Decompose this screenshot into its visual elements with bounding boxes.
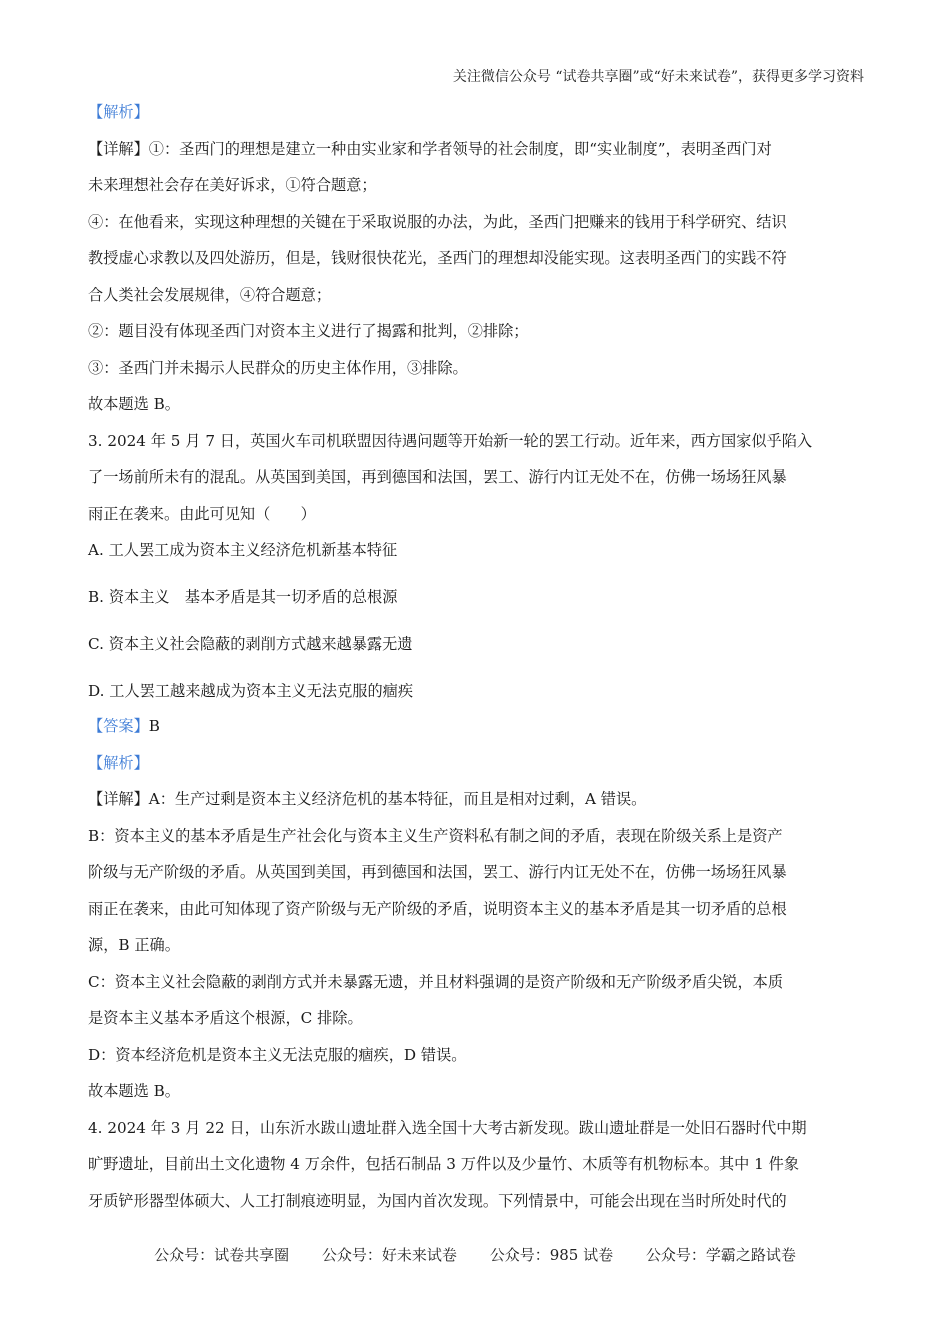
section-tag <box>88 100 860 137</box>
text-line: 故本题选 B。 <box>88 1082 180 1100</box>
answer-option: C. 资本主义社会隐蔽的剥削方式越来越暴露无遗 <box>88 635 413 653</box>
text-line: 牙质铲形器型体硕大、人工打制痕迹明显，为国内首次发现。下列情景中，可能会出现在当时所处时代的 <box>88 1191 787 1210</box>
text-line: C：资本主义社会隐蔽的剥削方式并未暴露无遗，并且材料强调的是资产阶级和无产阶级矛盾尖锐，本质 <box>88 972 784 991</box>
text-line: ②：题目没有体现圣西门对资本主义进行了揭露和批判，②排除； <box>88 322 529 340</box>
text-line: 故本题选 B。 <box>88 395 180 413</box>
page-header-note: 关注微信公众号 “试卷共享圈”或“好未来试卷”，获得更多学习资料 <box>452 69 864 85</box>
text-line: 教授虚心求教以及四处游历，但是，钱财很快花光，圣西门的理想却没能实现。这表明圣西门的实践不符 <box>88 249 787 267</box>
section-tag-label: 【解析】 <box>88 103 149 121</box>
text-line: 合人类社会发展规律，④符合题意； <box>88 285 331 304</box>
text-line: 4. 2024 年 3 月 22 日，山东沂水跋山遗址群入选全国十大考古新发现。跋山遗址群是一处旧石器时代中期 <box>88 1118 807 1137</box>
text-line: ④：在他看来，实现这种理想的关键在于采取说服的办法，为此，圣西门把赚来的钱用于科学研究、结识 <box>88 212 787 231</box>
text-line: D：资本经济危机是资本主义无法克服的痼疾，D 错误。 <box>88 1045 467 1064</box>
text-line: 3. 2024 年 5 月 7 日，英国火车司机联盟因待遇问题等开始新一轮的罢工行动。近年来，西方国家似乎陷入 <box>88 431 813 450</box>
text-line: ③：圣西门并未揭示人民群众的历史主体作用，③排除。 <box>88 358 468 377</box>
answer-line <box>88 714 860 751</box>
text-line: 阶级与无产阶级的矛盾。从英国到美国，再到德国和法国，罢工、游行内讧无处不在，仿佛一场场狂风暴 <box>88 863 787 881</box>
section-tag <box>88 751 860 788</box>
footer-account-1: 公众号：试卷共享圈 <box>154 1246 290 1264</box>
footer-account-3: 公众号：985 试卷 <box>489 1246 614 1264</box>
text-line: 旷野遗址，目前出土文化遗物 4 万余件，包括石制品 3 万件以及少量竹、木质等有机物标本。其中 1 件象 <box>88 1155 800 1173</box>
document-body <box>88 100 860 1225</box>
text-line: 雨正在袭来。由此可见知（ ） <box>88 504 316 523</box>
footer-account-2: 公众号：好未来试卷 <box>321 1246 457 1264</box>
text-line: 是资本主义基本矛盾这个根源，C 排除。 <box>88 1009 363 1027</box>
answer-option: B. 资本主义 基本矛盾是其一切矛盾的总根源 <box>88 588 398 606</box>
text-line: 雨正在袭来，由此可知体现了资产阶级与无产阶级的矛盾，说明资本主义的基本矛盾是其一切矛盾的总根 <box>88 899 787 918</box>
answer-option: D. 工人罢工越来越成为资本主义无法克服的痼疾 <box>88 682 414 700</box>
text-line: 【详解】①：圣西门的理想是建立一种由实业家和学者领导的社会制度，即“实业制度”，表明圣西门对 <box>88 139 772 158</box>
text-line: 未来理想社会存在美好诉求，①符合题意； <box>88 176 377 194</box>
answer-option: A. 工人罢工成为资本主义经济危机新基本特征 <box>88 541 398 559</box>
text-line: 了一场前所未有的混乱。从英国到美国，再到德国和法国，罢工、游行内讧无处不在，仿佛一场场狂风暴 <box>88 468 787 486</box>
page-footer <box>0 1244 950 1265</box>
text-line: 【详解】A：生产过剩是资本主义经济危机的基本特征，而且是相对过剩，A 错误。 <box>88 790 647 808</box>
answer-tag: 【答案】 <box>88 717 149 735</box>
text-line: B：资本主义的基本矛盾是生产社会化与资本主义生产资料私有制之间的矛盾，表现在阶级关系上是资产 <box>88 826 783 845</box>
text-line: 源，B 正确。 <box>88 936 180 954</box>
section-tag-label: 【解析】 <box>88 753 149 772</box>
footer-account-4: 公众号：学霸之路试卷 <box>645 1246 796 1264</box>
answer-value: B <box>148 717 160 735</box>
